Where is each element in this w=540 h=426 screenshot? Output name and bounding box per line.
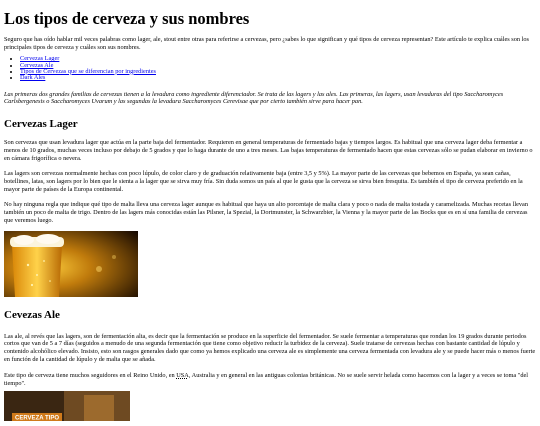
ale-paragraph-2 bbox=[4, 372, 536, 387]
lager-beer-image bbox=[4, 231, 138, 297]
ale-p2-text-a: Este tipo de cerveza tiene muchos seguidores en el Reino Unido, en bbox=[4, 372, 177, 380]
intro-paragraph: Seguro que has oído hablar mil veces palabras como lager, ale, stout entre otras para referirse a cervezas, pero ¿sabes lo que significan y qué tipos de cerveza representan? Este artículo te explica cuáles son los principales tipos de cerveza y cuáles son sus nombres. bbox=[4, 36, 529, 51]
section-heading-lager: Cervezas Lager bbox=[4, 118, 78, 131]
lager-paragraph-3: No hay ninguna regla que indique qué tipo de malta lleva una cerveza lager aunque es habitual que haya un alto porcentaje de malta clara y poco o nada de malta tostada y caramelizada. Muchas recetas llevan también un poco de malta de trigo. Dentro de las lagers más conocidas están las Pilsner, la Spezial, la Dortmunster, la Schwarzbier, la Vienna y la mayor parte de las Bocks que es en sí una familia de cervezas que veremos luego. bbox=[4, 201, 528, 224]
ale-paragraph-1: Las ale, al revés que las lagers, son de fermentación alta, es decir que la fermentación se produce en la superficie del fermentador. Se suele fermentar a temperaturas que rondan los 19 grados durante periodos cortos que van de 5 a 7 días (seguidos a menudo de una segunda fermentación que tiene como objetivo reducir la turbidez de la cerveza). Suele tratarse de cervezas hechas con bastante cantidad de lúpulo y contenido alcohólico elevado. Insisto, esto son rasgos generales dado que como ya hemos explicado una cerveza ale es simplemente una cerveza fermentada con levadura ale y se puede hacer más o menos fuerte en función de la cantidad de lúpulo y de malta que se añada. bbox=[4, 332, 536, 363]
section-heading-ale: Cevezas Ale bbox=[4, 308, 60, 321]
usa-abbreviation: USA bbox=[176, 372, 189, 380]
toc-item-dark-ales bbox=[20, 75, 536, 81]
ale-p2-text-b: , Australia y en general en las antiguas colonias británicas. No se suele servir helada como hacemos con la lager y a veces se toma "del tiempo". bbox=[4, 372, 529, 388]
article-page bbox=[0, 9, 540, 422]
page-title: Los tipos de cerveza y sus nombres bbox=[4, 9, 250, 28]
ale-image-caption: CERVEZA TIPO bbox=[15, 415, 60, 422]
toc-link-lager[interactable]: Cervezas Lager bbox=[20, 55, 60, 63]
table-of-contents bbox=[4, 56, 536, 80]
lager-paragraph-1: Son cervezas que usan levadura lager que actúa en la parte baja del fermentador. Requieren en general temperaturas de fermentado bajas y tiempos largos. Es habitual que una cerveza lager deba fermentar a menos de 10 grados, muchas veces incluso por debajo de 5 grados y que lo haga durante de uno a tres meses. Las bajas temperaturas de fermentado hacen que estas cervezas sólo se pudan elaborar en invierno o en cámara frigorífica o nevera. bbox=[4, 139, 533, 162]
toc-link-ingredients[interactable]: Tipos de Cervezas que se diferencian por ingredientes bbox=[20, 67, 156, 75]
yeast-note: Las primeras dos grandes familias de cervezas tienen a la levadura como ingrediente diferenciador. Se trata de las lagers y las ales. Las primeras, las lagers, usan levaduras del tipo Saccharomyces Carlsbergenesis o Saccharomyces Uvarum y las segundas la levadura Saccharomyces Cerevisae que por cierto también sirve para hacer pan. bbox=[4, 90, 504, 106]
toc-link-dark-ales[interactable]: Dark Ales bbox=[20, 73, 46, 81]
article-content bbox=[0, 9, 540, 421]
toc-link-ale[interactable]: Cervezas Ale bbox=[20, 61, 54, 69]
ale-beer-image bbox=[4, 391, 130, 421]
lager-paragraph-2: Las lagers son cervezas normalmente hechas con poco lúpulo, de color claro y de graduación relativamente baja (entre 3,5 y 5%). La mayor parte de las cervezas que bebemos en España, ya sean cañas, botellines, latas, son lagers por lo bien que le sienta a la lager que se sirva muy fría. Sin duda somos un país al que le gusta que la cerveza se sirva bien fresquita. Es también el tipo de cerveza preferido en la mayor parte de países de la Europa continental. bbox=[4, 170, 523, 193]
